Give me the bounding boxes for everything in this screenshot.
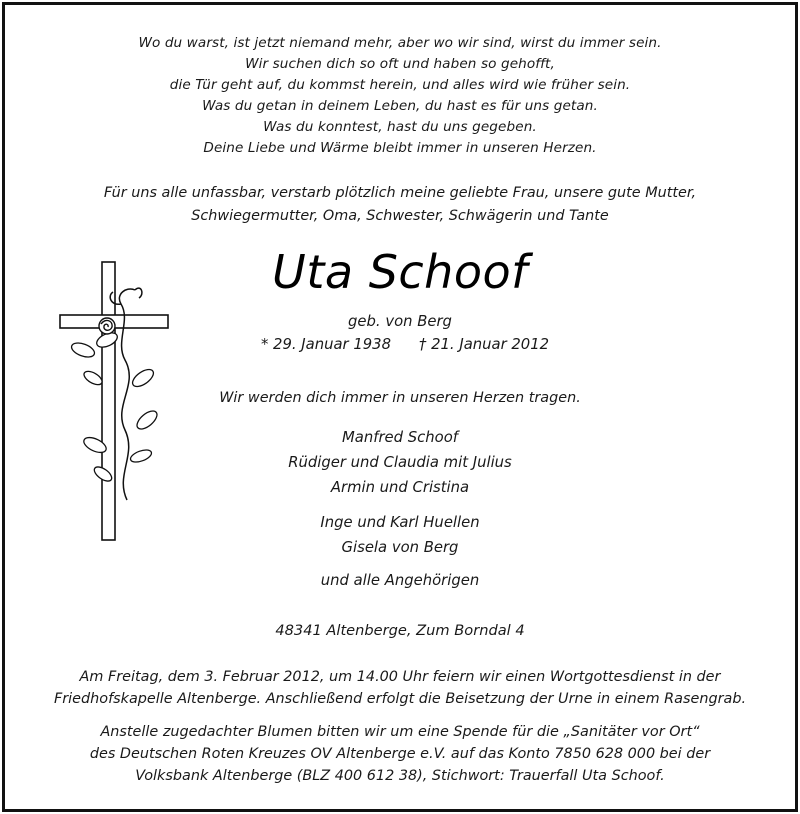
- obituary-notice: [2, 2, 798, 812]
- poem-line: die Tür geht auf, du kommst herein, und alles wird wie früher sein.: [169, 77, 631, 93]
- mourner-name: Inge und Karl Huellen: [320, 514, 480, 531]
- death-date: † 21. Januar 2012: [419, 336, 550, 353]
- poem: [5, 33, 795, 159]
- service-line: Am Freitag, dem 3. Februar 2012, um 14.00 Uhr feiern wir einen Wortgottesdienst in der: [79, 669, 721, 685]
- donation-line: Volksbank Altenberge (BLZ 400 612 38), Stichwort: Trauerfall Uta Schoof.: [135, 768, 665, 784]
- family-address: 48341 Altenberge, Zum Borndal 4: [275, 622, 525, 639]
- poem-line: Was du konntest, hast du uns gegeben.: [263, 119, 537, 135]
- mourner-name: Armin und Cristina: [330, 479, 470, 496]
- poem-line: Was du getan in deinem Leben, du hast es für uns getan.: [202, 98, 598, 114]
- donation-line: Anstelle zugedachter Blumen bitten wir um eine Spende für die „Sanitäter vor Ort“: [100, 724, 700, 740]
- poem-line: Wir suchen dich so oft und haben so gehofft,: [245, 56, 555, 72]
- mourner-name: Rüdiger und Claudia mit Julius: [288, 454, 512, 471]
- donation-line: des Deutschen Roten Kreuzes OV Altenberge e.V. auf das Konto 7850 628 000 bei der: [89, 746, 711, 762]
- family-group-2: [5, 510, 795, 560]
- sentiment-line: Wir werden dich immer in unseren Herzen tragen.: [219, 390, 581, 406]
- deceased-name: Uta Schoof: [272, 245, 528, 299]
- announcement-intro: [5, 182, 795, 228]
- intro-line: Schwiegermutter, Oma, Schwester, Schwägerin und Tante: [191, 208, 609, 224]
- poem-line: Deine Liebe und Wärme bleibt immer in unseren Herzen.: [203, 140, 597, 156]
- family-group-1: [5, 425, 795, 500]
- intro-line: Für uns alle unfassbar, verstarb plötzlich meine geliebte Frau, unsere gute Mutter,: [103, 185, 697, 201]
- service-line: Friedhofskapelle Altenberge. Anschließend erfolgt die Beisetzung der Urne in einem Rasengrab.: [53, 691, 747, 707]
- mourner-name: Gisela von Berg: [341, 539, 459, 556]
- mourner-name: Manfred Schoof: [342, 429, 458, 446]
- mourner-name: und alle Angehörigen: [320, 572, 480, 589]
- donation-notice: [5, 721, 795, 787]
- family-group-3: [5, 568, 795, 593]
- maiden-name: geb. von Berg: [348, 313, 452, 330]
- service-notice: [5, 666, 795, 710]
- birth-date: * 29. Januar 1938: [260, 336, 391, 353]
- poem-line: Wo du warst, ist jetzt niemand mehr, aber wo wir sind, wirst du immer sein.: [138, 35, 662, 51]
- life-dates: [10, 336, 800, 353]
